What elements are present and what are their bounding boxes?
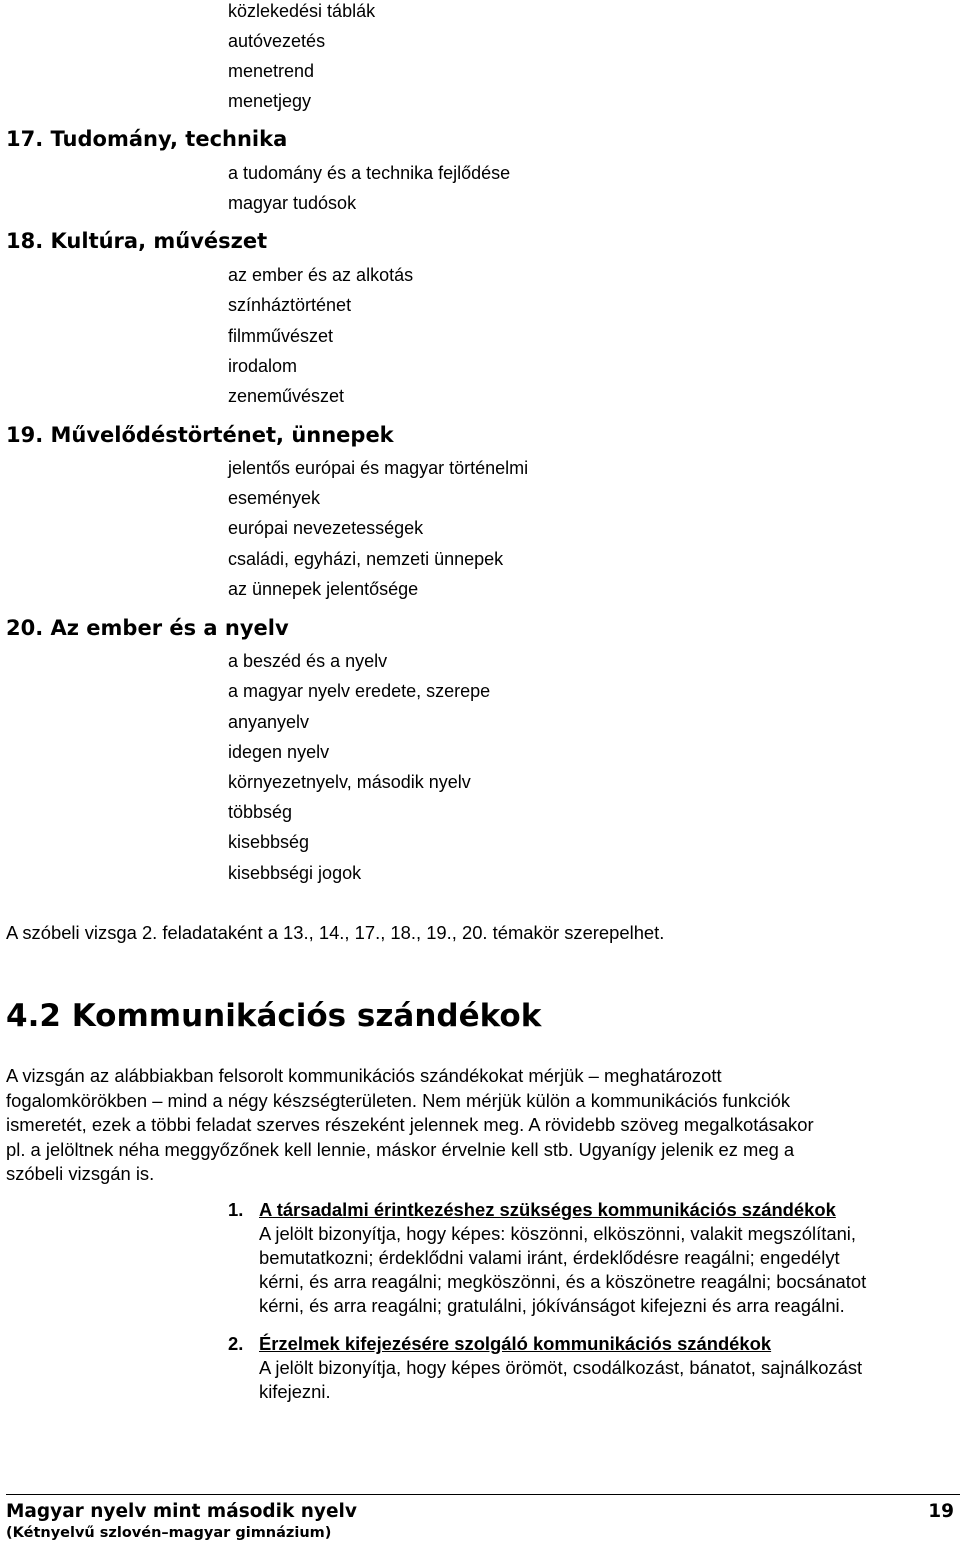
list-item: közlekedési táblák bbox=[228, 1, 376, 21]
page-number: 19 bbox=[928, 1501, 954, 1522]
list-item: menetjegy bbox=[228, 91, 312, 111]
footer-divider bbox=[6, 1494, 960, 1495]
intro-paragraph bbox=[6, 1064, 946, 1187]
list-item: az ember és az alkotás bbox=[228, 265, 414, 285]
text-line: szóbeli vizsgán is. bbox=[6, 1163, 155, 1184]
text-line: pl. a jelöltnek néha meggyőzőnek kell lennie, máskor érvelnie kell stb. Ugyanígy jelenik ez meg a bbox=[6, 1138, 795, 1160]
item-body bbox=[259, 1222, 866, 1318]
list-item: filmművészet bbox=[228, 326, 334, 346]
text-line: kifejezni. bbox=[259, 1381, 331, 1402]
text-line: A jelölt bizonyítja, hogy képes: köszönni, elköszönni, valakit megszólítani, bbox=[259, 1223, 856, 1244]
topic-heading: 17. Tudomány, technika bbox=[6, 127, 288, 151]
list-item: kisebbségi jogok bbox=[228, 863, 362, 883]
list-item: a beszéd és a nyelv bbox=[228, 651, 388, 671]
list-item: idegen nyelv bbox=[228, 742, 330, 762]
item-number: 2. bbox=[228, 1333, 244, 1354]
list-item: kisebbség bbox=[228, 832, 310, 852]
item-title: Érzelmek kifejezésére szolgáló kommunikációs szándékok bbox=[259, 1333, 772, 1354]
list-item: irodalom bbox=[228, 356, 298, 376]
text-line: ismeretét, ezek a többi feladat szerves részeként jelennek meg. A rövidebb szöveg megalkotásakor bbox=[6, 1114, 814, 1135]
list-item: a magyar nyelv eredete, szerepe bbox=[228, 681, 491, 701]
text-line: kérni, és arra reagálni; megköszönni, és a köszönetre reagálni; bocsánatot bbox=[259, 1271, 867, 1292]
list-item: többség bbox=[228, 802, 293, 822]
topic-heading: 18. Kultúra, művészet bbox=[6, 229, 268, 253]
item-number: 1. bbox=[228, 1199, 244, 1220]
list-item: zeneművészet bbox=[228, 386, 345, 406]
list-item: családi, egyházi, nemzeti ünnepek bbox=[228, 549, 504, 569]
text-line: A vizsgán az alábbiakban felsorolt kommunikációs szándékokat mérjük – meghatározott bbox=[6, 1065, 722, 1086]
list-item: jelentős európai és magyar történelmi bbox=[228, 458, 529, 478]
topic-heading: 19. Művelődéstörténet, ünnepek bbox=[6, 423, 394, 447]
list-item: anyanyelv bbox=[228, 712, 310, 732]
text-line: bemutatkozni; érdeklődni valami iránt, érdeklődésre reagálni; engedélyt bbox=[259, 1247, 840, 1268]
topic-heading: 20. Az ember és a nyelv bbox=[6, 616, 289, 640]
list-item: a tudomány és a technika fejlődése bbox=[228, 163, 511, 183]
text-line: A jelölt bizonyítja, hogy képes örömöt, csodálkozást, bánatot, sajnálkozást bbox=[259, 1357, 863, 1378]
list-item: európai nevezetességek bbox=[228, 518, 424, 538]
list-item: környezetnyelv, második nyelv bbox=[228, 772, 471, 792]
item-body bbox=[259, 1356, 862, 1404]
text-line: fogalomkörökben – mind a négy készségterületen. Nem mérjük külön a kommunikációs funkciók bbox=[6, 1089, 791, 1111]
list-item: színháztörténet bbox=[228, 295, 352, 315]
list-item: autóvezetés bbox=[228, 31, 326, 51]
item-title: A társadalmi érintkezéshez szükséges kommunikációs szándékok bbox=[259, 1199, 836, 1220]
list-item: magyar tudósok bbox=[228, 193, 357, 213]
exam-note: A szóbeli vizsga 2. feladataként a 13., 14., 17., 18., 19., 20. témakör szerepelhet. bbox=[6, 922, 665, 943]
list-item: az ünnepek jelentősége bbox=[228, 579, 419, 599]
list-item: menetrend bbox=[228, 61, 315, 81]
list-item: események bbox=[228, 488, 321, 508]
footer-title: Magyar nyelv mint második nyelv bbox=[6, 1501, 357, 1522]
text-line: kérni, és arra reagálni; gratulálni, jókívánságot kifejezni és arra reagálni. bbox=[259, 1295, 845, 1316]
footer-subtitle: (Kétnyelvű szlovén–magyar gimnázium) bbox=[6, 1525, 332, 1541]
section-title: 4.2 Kommunikációs szándékok bbox=[6, 998, 542, 1034]
